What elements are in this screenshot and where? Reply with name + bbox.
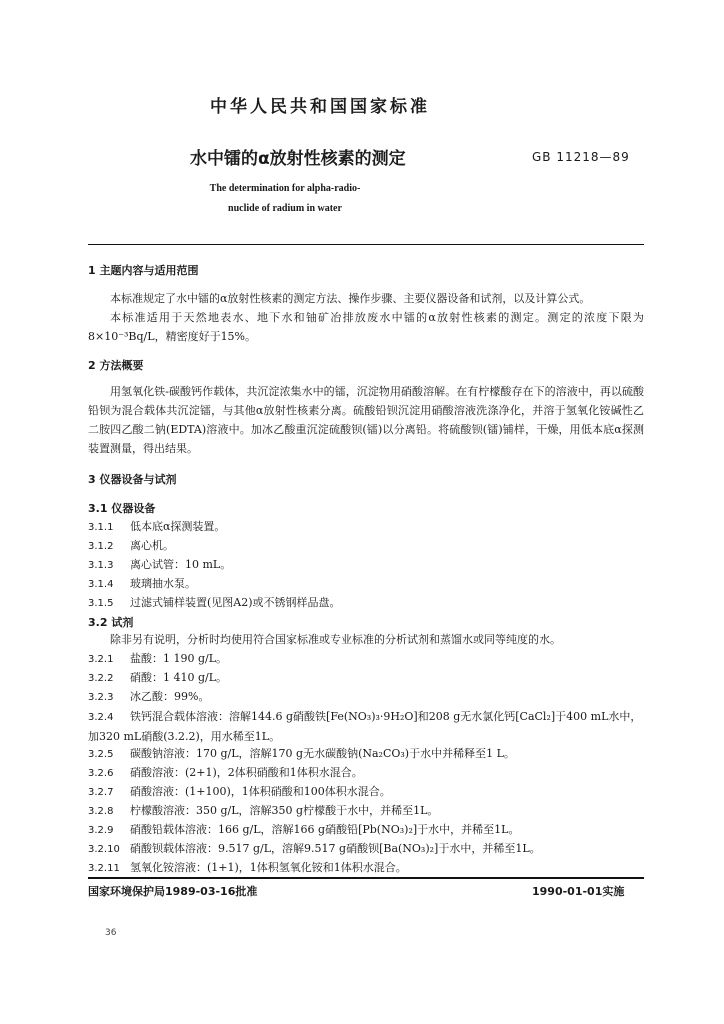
item-number: 3.2.4 — [88, 712, 114, 723]
reagent-item — [88, 745, 515, 761]
item-text: 盐酸：1 190 g/L。 — [130, 652, 228, 665]
reagent-item — [88, 783, 391, 799]
item-text: 硝酸溶液：(2+1)，2体积硝酸和1体积水混合。 — [130, 766, 363, 779]
section-3-heading: 3 仪器设备与试剂 — [88, 473, 177, 486]
item-number: 3.2.11 — [88, 863, 120, 874]
item-text: 过滤式铺样装置(见图A2)或不锈钢样品盘。 — [130, 596, 341, 609]
reagent-item — [88, 764, 363, 780]
equipment-item — [88, 594, 341, 610]
reagent-item — [88, 821, 519, 837]
subsection-3-1-heading: 3.1 仪器设备 — [88, 502, 156, 515]
item-text: 离心机。 — [130, 539, 174, 552]
approval-text: 国家环境保护局1989-03-16批准 — [88, 885, 258, 898]
equipment-item — [88, 537, 174, 553]
implementation-date: 1990-01-01实施 — [532, 885, 625, 898]
item-number: 3.2.1 — [88, 654, 114, 665]
item-number: 3.2.10 — [88, 844, 120, 855]
item-number: 3.2.3 — [88, 692, 114, 703]
reagent-item — [88, 859, 407, 875]
reagent-intro: 除非另有说明，分析时均使用符合国家标准或专业标准的分析试剂和蒸馏水或同等纯度的水。 — [110, 633, 561, 646]
item-number: 3.2.6 — [88, 768, 114, 779]
item-text: 离心试管：10 mL。 — [130, 558, 232, 571]
item-number: 3.1.5 — [88, 598, 114, 609]
footer-rule — [88, 877, 644, 879]
reagent-item — [88, 650, 227, 666]
item-text: 低本底α探测装置。 — [130, 520, 226, 533]
english-title-line-1: The determination for alpha-radio- — [209, 183, 361, 194]
reagent-item — [88, 840, 541, 856]
equipment-item — [88, 518, 225, 534]
item-number: 3.1.3 — [88, 560, 114, 571]
english-title-line-2: nuclide of radium in water — [228, 203, 342, 214]
item-number: 3.1.4 — [88, 579, 114, 590]
header-rule — [88, 244, 644, 245]
section-1-heading: 1 主题内容与适用范围 — [88, 264, 199, 277]
page-number: 36 — [105, 928, 117, 938]
reagent-item — [88, 669, 227, 685]
item-text: 氢氧化铵溶液：(1+1)，1体积氢氧化铵和1体积水混合。 — [130, 861, 407, 874]
item-number: 3.2.5 — [88, 749, 114, 760]
section-2-heading: 2 方法概要 — [88, 359, 144, 372]
reagent-item — [88, 707, 644, 746]
item-number: 3.1.1 — [88, 522, 114, 533]
equipment-item — [88, 575, 196, 591]
equipment-item — [88, 556, 231, 572]
item-number: 3.1.2 — [88, 541, 114, 552]
section-1-para-2: 本标准适用于天然地表水、地下水和铀矿冶排放废水中镭的α放射性核素的测定。测定的浓度下限为8×10⁻³Bq/L，精密度好于15%。 — [88, 311, 644, 343]
item-text: 硝酸：1 410 g/L。 — [130, 671, 228, 684]
item-text: 硝酸钡载体溶液：9.517 g/L，溶解9.517 g硝酸钡[Ba(NO₃)₂]于水中，并稀至1L。 — [130, 842, 541, 855]
item-number: 3.2.8 — [88, 806, 114, 817]
item-text: 冰乙酸：99%。 — [130, 690, 210, 703]
item-number: 3.2.7 — [88, 787, 114, 798]
item-text: 碳酸钠溶液：170 g/L，溶解170 g无水碳酸钠(Na₂CO₃)于水中并稀释至1 L。 — [130, 747, 515, 760]
item-text: 玻璃抽水泵。 — [130, 577, 196, 590]
item-text: 硝酸铅载体溶液：166 g/L，溶解166 g硝酸铅[Pb(NO₃)₂]于水中，并稀至1L。 — [130, 823, 520, 836]
section-1-para-1: 本标准规定了水中镭的α放射性核素的测定方法、操作步骤、主要仪器设备和试剂，以及计算公式。 — [110, 292, 591, 305]
standard-number: GB 11218—89 — [532, 150, 630, 164]
section-2-para: 用氢氧化铁-碳酸钙作载体，共沉淀浓集水中的镭，沉淀物用硝酸溶解。在有柠檬酸存在下的溶液中，再以硫酸铅钡为混合载体共沉淀镭，与其他α放射性核素分离。硫酸铅钡沉淀用硝酸溶液洗涤净化，并溶于氢氧化铵碱性乙二胺四乙酸二钠(EDTA)溶液中。加冰乙酸重沉淀硫酸钡(镭)以分离铅。将硫酸钡(镭)铺样，干燥，用低本底α探测装置测量，得出结果。 — [88, 385, 644, 455]
item-text: 硝酸溶液：(1+100)，1体积硝酸和100体积水混合。 — [130, 785, 391, 798]
reagent-item — [88, 688, 209, 704]
reagent-item — [88, 802, 438, 818]
item-number: 3.2.9 — [88, 825, 114, 836]
subsection-3-2-heading: 3.2 试剂 — [88, 616, 134, 629]
item-text: 铁钙混合载体溶液：溶解144.6 g硝酸铁[Fe(NO₃)₃·9H₂O]和208 g无水氯化钙[CaCl₂]于400 mL水中，加320 mL硝酸(3.2.2)，用水稀至1L。 — [88, 710, 642, 743]
item-text: 柠檬酸溶液：350 g/L，溶解350 g柠檬酸于水中，并稀至1L。 — [130, 804, 439, 817]
item-number: 3.2.2 — [88, 673, 114, 684]
national-standard-heading: 中华人民共和国国家标准 — [210, 97, 430, 117]
document-title: 水中镭的α放射性核素的测定 — [190, 149, 406, 169]
